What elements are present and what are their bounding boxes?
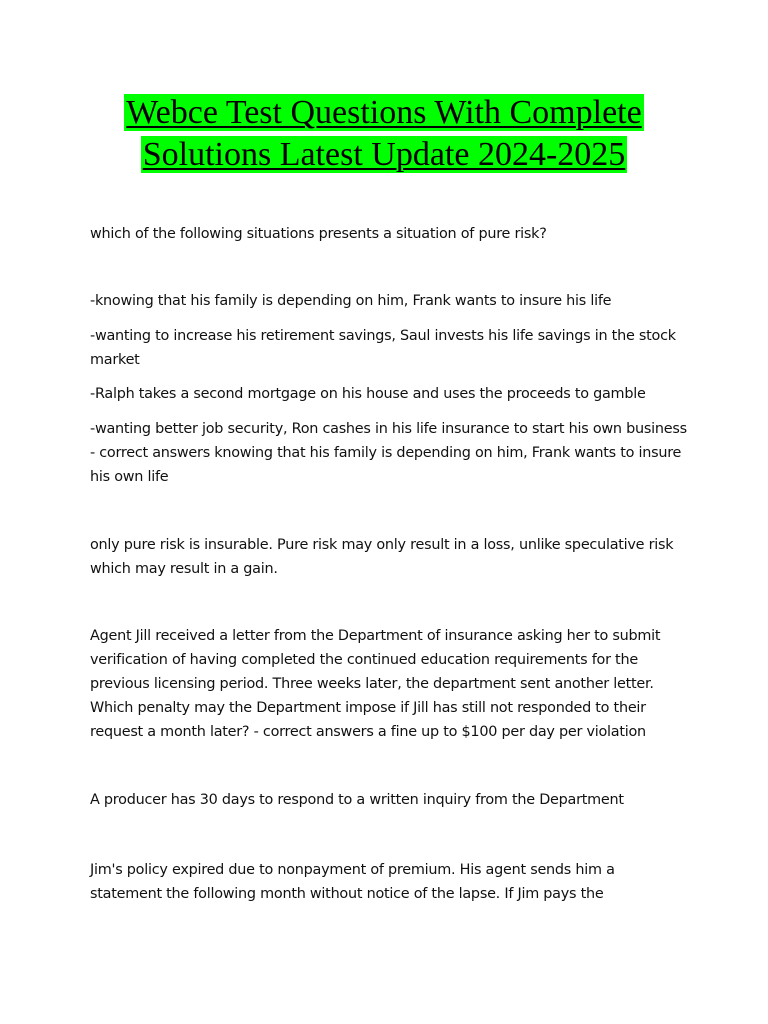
document-title (0, 92, 768, 176)
answer-option-3: -Ralph takes a second mortgage on his house and uses the proceeds to gamble (90, 386, 646, 402)
answer-option-4: -wanting better job security, Ron cashes in his life insurance to start his own business - correct answers knowing that his family is depending on him, Frank wants to insure his own life (90, 421, 687, 485)
title-line-2: Solutions Latest Update 2024-2025 (142, 136, 626, 173)
explanation-1: only pure risk is insurable. Pure risk may only result in a loss, unlike speculative risk which may result in a gain. (90, 537, 674, 577)
explanation-2: A producer has 30 days to respond to a written inquiry from the Department (90, 792, 624, 808)
question-2-text: Agent Jill received a letter from the Department of insurance asking her to submit verification of having completed the continued education requirements for the previous licensing period. Three weeks later, the department sent another letter. Which penalty may the Department impose if Jill has still not responded to their request a month later? - correct answers a fine up to $100 per day per violation (90, 628, 661, 740)
question-1-text: which of the following situations presents a situation of pure risk? (90, 226, 547, 242)
answer-option-2: -wanting to increase his retirement savings, Saul invests his life savings in the stock market (90, 328, 676, 368)
answer-option-1: -knowing that his family is depending on him, Frank wants to insure his life (90, 293, 612, 309)
title-line-1: Webce Test Questions With Complete (126, 94, 642, 131)
question-3-text: Jim's policy expired due to nonpayment of premium. His agent sends him a statement the following month without notice of the lapse. If Jim pays the (90, 862, 615, 902)
